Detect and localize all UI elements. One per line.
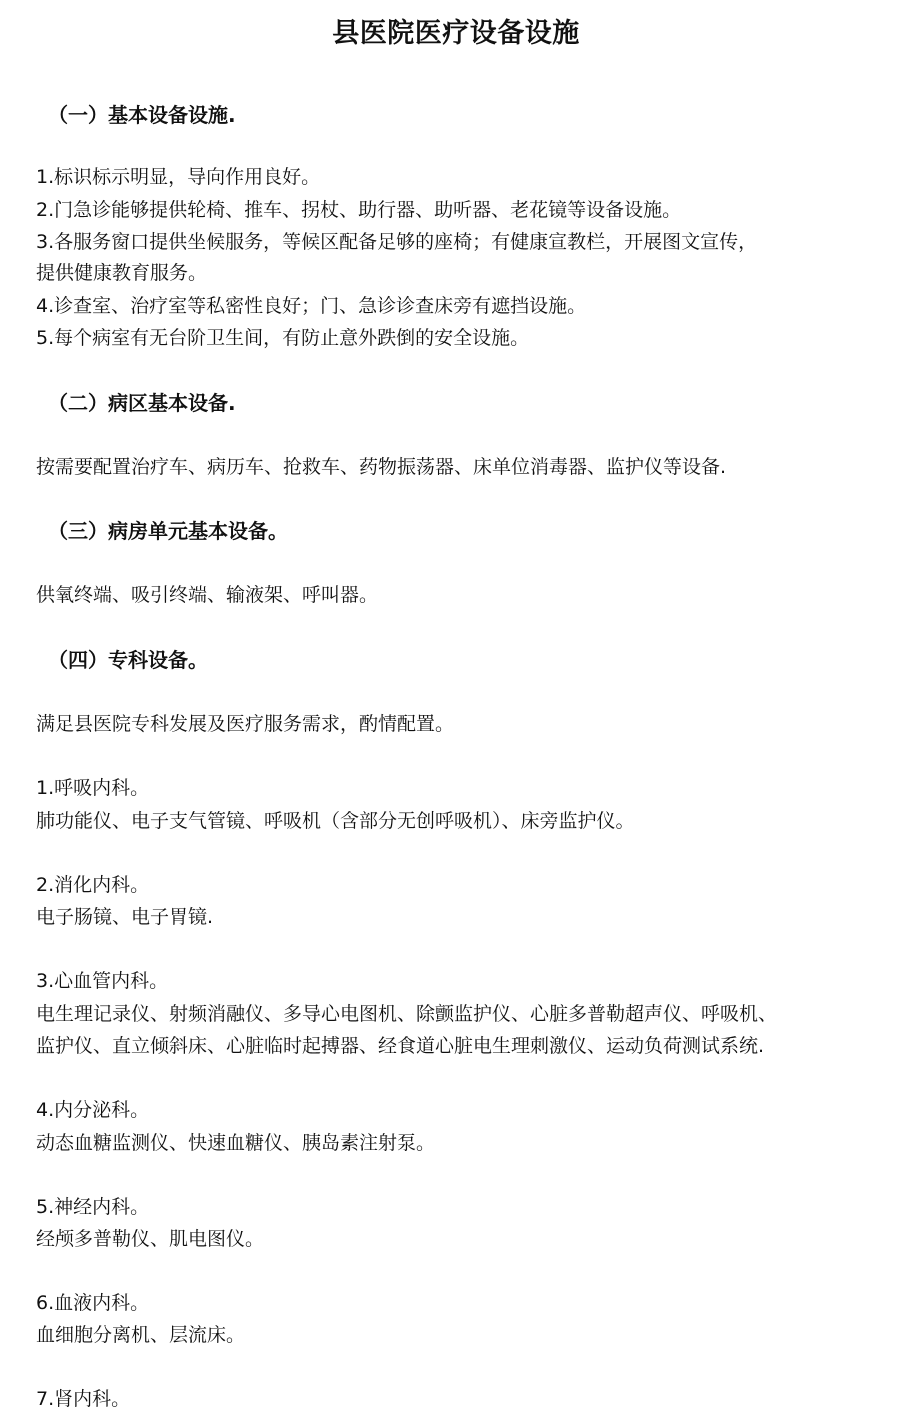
department-name: 4.内分泌科。 (36, 1099, 150, 1121)
department-name: 5.神经内科。 (36, 1196, 150, 1218)
department-name: 6.血液内科。 (36, 1292, 150, 1314)
basic-facilities-item: 3.各服务窗口提供坐候服务，等候区配备足够的座椅；有健康宣教栏，开展图文宣传， (36, 231, 758, 253)
room-unit-equipment-text: 供氧终端、吸引终端、输液架、呼叫器。 (36, 584, 379, 606)
department-equipment: 肺功能仪、电子支气管镜、呼吸机（含部分无创呼吸机）、床旁监护仪。 (36, 810, 635, 832)
document-title: 县医院医疗设备设施 (332, 18, 580, 49)
basic-facilities-item: 4.诊查室、治疗室等私密性良好；门、急诊诊查床旁有遮挡设施。 (36, 295, 587, 317)
department-name: 2.消化内科。 (36, 874, 150, 896)
ward-equipment-text: 按需要配置治疗车、病历车、抢救车、药物振荡器、床单位消毒器、监护仪等设备. (36, 456, 727, 478)
department-equipment: 电生理记录仪、射频消融仪、多导心电图机、除颤监护仪、心脏多普勒超声仪、呼吸机、 (36, 1003, 778, 1025)
basic-facilities-item: 5.每个病室有无台阶卫生间，有防止意外跌倒的安全设施。 (36, 327, 530, 349)
department-equipment: 血细胞分离机、层流床。 (36, 1324, 246, 1346)
basic-facilities-item: 1.标识标示明显，导向作用良好。 (36, 166, 321, 188)
department-equipment: 电子肠镜、电子胃镜. (36, 906, 214, 928)
department-name: 3.心血管内科。 (36, 970, 169, 992)
section-heading-room-unit-equipment: （三）病房单元基本设备。 (48, 519, 288, 543)
section-heading-basic-facilities: （一）基本设备设施. (48, 103, 236, 127)
department-equipment: 监护仪、直立倾斜床、心脏临时起搏器、经食道心脏电生理刺激仪、运动负荷测试系统. (36, 1035, 765, 1057)
department-name: 7.肾内科。 (36, 1388, 131, 1410)
department-name: 1.呼吸内科。 (36, 777, 150, 799)
basic-facilities-item-continuation: 提供健康教育服务。 (36, 262, 208, 284)
section-heading-ward-equipment: （二）病区基本设备. (48, 391, 236, 415)
basic-facilities-item: 2.门急诊能够提供轮椅、推车、拐杖、助行器、助听器、老花镜等设备设施。 (36, 199, 682, 221)
specialty-equipment-intro: 满足县医院专科发展及医疗服务需求，酌情配置。 (36, 713, 455, 735)
department-equipment: 动态血糖监测仪、快速血糖仪、胰岛素注射泵。 (36, 1132, 436, 1154)
section-heading-specialty-equipment: （四）专科设备。 (48, 648, 208, 672)
department-equipment: 经颅多普勒仪、肌电图仪。 (36, 1228, 265, 1250)
